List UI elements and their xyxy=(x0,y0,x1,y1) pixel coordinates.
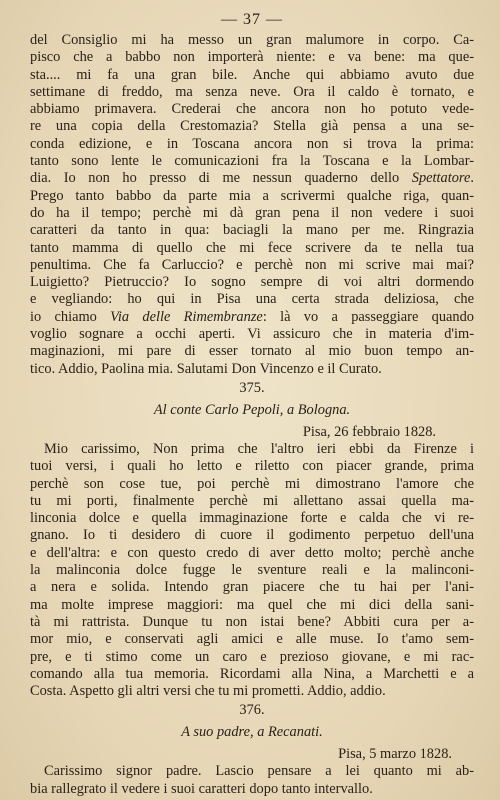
letter-dateline: Pisa, 26 febbraio 1828. xyxy=(302,423,436,440)
text-line: Mio carissimo, Non prima che l'altro ieri ebbi da Firenze i xyxy=(44,440,474,457)
text-line: mor mio, e conservati agli amici e alle muse. Io t'amo sem- xyxy=(30,631,474,648)
text-line: Luigietto? Pietruccio? Io sogno sempre di voi altri dormendo xyxy=(30,274,474,291)
text-line: tico. Addio, Paolina mia. Salutami Don Vincenzo e il Curato. xyxy=(30,360,382,377)
text-line: la malinconia dolce fugge le sventure reali e la malinconi- xyxy=(30,562,474,579)
text-line: e dell'altra: e con questo credo di aver detto molto; perchè anche xyxy=(30,544,474,561)
letter-heading: A suo padre, a Recanati. xyxy=(181,724,323,741)
text-line: ma molte imprese maggiori: ma quel che mi dici della sani- xyxy=(30,596,474,613)
text-line: pre, e ti stimo come un caro e prezioso giovane, e mi rac- xyxy=(30,648,474,665)
text-line: bia rallegrato il vedere i suoi caratteri dopo tanto intervallo. xyxy=(30,780,373,797)
letter-376 xyxy=(30,701,474,798)
letter-dateline: Pisa, 5 marzo 1828. xyxy=(338,746,452,763)
text-line: io chiamo Via delle Rimembranze: là vo a passeggiare quando xyxy=(30,308,475,325)
text-line: e vegliando: ho qui in Pisa una certa strada deliziosa, che xyxy=(30,291,474,308)
text-line: tanto mamma di quello che mi fece scrivere da te nella tua xyxy=(30,239,474,256)
text-line: comando alla tua memoria. Ricordami alla Nina, a Marchetti e a xyxy=(30,665,474,682)
text-line: dia. Io non ho presso di me nessun quaderno dello Spettatore. xyxy=(30,170,474,187)
text-line: tu mi porti, finalmente perchè mi allettano assai quella ma- xyxy=(30,492,474,509)
text-line: del Consiglio mi ha messo un gran malumore in corpo. Ca- xyxy=(30,32,474,48)
italic-title: Via delle Rimembranze xyxy=(110,308,263,325)
page-number: — 37 — xyxy=(221,11,283,28)
text-line: abbiamo primavera. Crederai che ancora non ho potuto vede- xyxy=(30,101,474,118)
text-line: conda edizione, e in Toscana ancora non si trova la prima: xyxy=(30,135,474,152)
letter-heading: Al conte Carlo Pepoli, a Bologna. xyxy=(153,401,351,418)
text-line: Carissimo signor padre. Lascio pensare a lei quanto mi ab- xyxy=(44,763,474,780)
text-line: perchè son cose tue, poi perchè mi dimostrano l'amore che xyxy=(30,475,474,492)
text-line: Costa. Aspetto gli altri versi che tu mi prometti. Addio, addio. xyxy=(30,683,386,700)
text-line: maginazioni, mi pare di esser tornato al mio buon tempo an- xyxy=(30,343,474,360)
text-line: do ha il tempo; perchè mi dà gran pena il non vedere i suoi xyxy=(30,204,474,221)
text-line: settimane di freddo, ma senza neve. Ora il caldo è tornato, e xyxy=(30,83,474,100)
text-line: linconia dolce e quella immaginazione forte e calda che vi re- xyxy=(30,510,474,527)
text-line: penultima. Che fa Carluccio? e perchè non mi scrive mai mai? xyxy=(30,256,474,273)
letter-number: 375. xyxy=(239,379,265,396)
letter-number: 376. xyxy=(239,702,265,719)
text-line: tuoi versi, i quali ho letto e riletto con piacer grande, prima xyxy=(30,458,474,475)
text-line: tà mi rattrista. Dunque tu non istai bene? Abbiti cura per a- xyxy=(30,613,474,630)
letter-374-continuation xyxy=(30,32,474,378)
text-line: voglio sognare a occhi aperti. Vi assicuro che in materia d'im- xyxy=(30,326,474,343)
text-line: re una copia della Crestomazia? Stella già pensa a una se- xyxy=(30,118,474,135)
text-line: gnano. Io ti desidero di cuore il godimento perpetuo dell'una xyxy=(30,527,474,544)
letter-375 xyxy=(30,379,474,700)
text-line: a nera e solida. Intendo gran piacere che tu hai per l'ani- xyxy=(30,579,474,596)
text-line: sta.... mi fa una gran bile. Anche qui abbiamo avuto due xyxy=(30,66,474,83)
text-line: pisco che a babbo non importerà niente: e va bene: ma que- xyxy=(30,49,474,66)
text-line: caratteri da tanto in qua: baciagli la mano per me. Ringrazia xyxy=(30,222,474,239)
text-line: tanto sono lente le comunicazioni fra la Toscana e la Lombar- xyxy=(30,153,474,170)
italic-title: Spettatore xyxy=(411,170,471,187)
text-line: Prego tanto babbo da parte mia a scrivermi qualche riga, quan- xyxy=(30,187,474,204)
